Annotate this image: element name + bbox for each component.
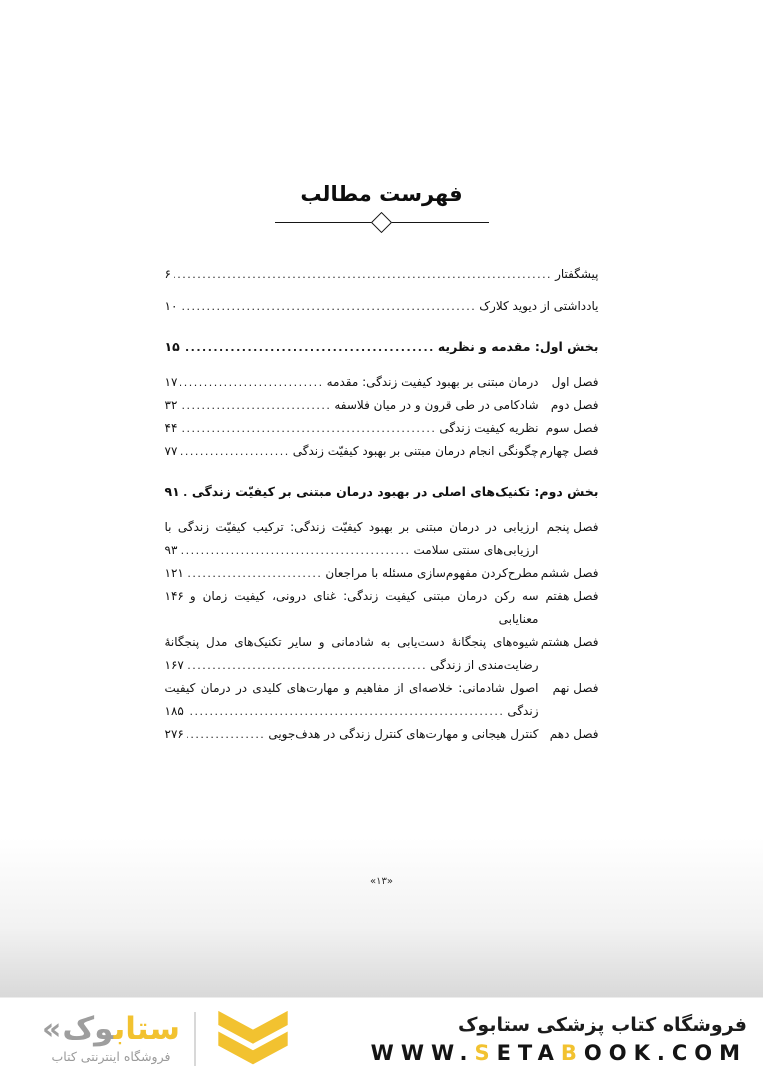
chapter-entry (165, 440, 539, 463)
chapter-label: فصل سوم (545, 421, 599, 435)
diamond-ornament (371, 212, 392, 233)
dot-leader (187, 700, 505, 723)
entry-title: شادکامی در طی قرون و در میان فلاسفه (334, 398, 539, 412)
dot-leader (187, 654, 427, 677)
page-title: فهرست مطالب (300, 182, 463, 206)
entry-title-line2-row (165, 539, 539, 562)
logo-text-yellow: ستاب (113, 1011, 180, 1047)
entry-title-line1: ارزیابی در درمان مبتنی بر بهبود کیفیّت زندگی: ترکیب کیفیّت زندگی با (164, 520, 539, 534)
dot-leader (180, 440, 289, 463)
logo-guillemet-mark: « (42, 1012, 62, 1047)
toc-section-1 (165, 335, 599, 359)
url-part: OOK.COM (583, 1040, 747, 1065)
toc-list (165, 263, 599, 746)
entry-page: ۱۷ (164, 375, 178, 389)
entry-page: ۱۲۱ (164, 566, 184, 580)
chapter-label: فصل پنجم (546, 520, 599, 534)
chapter-entry (165, 723, 539, 746)
entry-title: سه رکن درمان مبتنی کیفیت زندگی: غنای درونی، کیفیت زمان و معنایابی (189, 589, 539, 626)
entry-title: پیشگفتار (555, 267, 599, 281)
entry-title: کنترل هیجانی و مهارت‌های کنترل زندگی در هدف‌جویی (268, 727, 539, 741)
logo-wordmark-block (42, 1011, 180, 1064)
entry-page: ۱۴۶ (164, 589, 184, 603)
toc-entry-ch5 (165, 516, 599, 562)
dot-leader (180, 295, 476, 318)
entry-page: ۹۳ (164, 543, 178, 557)
footer-site-block (371, 1014, 747, 1065)
chapter-entry (165, 631, 539, 677)
chapter-label: فصل نهم (552, 681, 599, 695)
chapter-entry (165, 677, 539, 723)
chapter-entry (165, 371, 539, 394)
dot-leader (180, 371, 323, 394)
chapter-entry (165, 516, 539, 562)
section-page: ۱۵ (164, 339, 180, 354)
entry-page: ۷۷ (164, 444, 178, 458)
logo-wordmark-text (62, 1011, 180, 1047)
entry-title: چگونگی انجام درمان مبتنی بر بهبود کیفیّت زندگی (292, 444, 539, 458)
dot-leader (187, 562, 322, 585)
url-part-accent-b: B (560, 1040, 584, 1065)
website-url (371, 1041, 747, 1065)
chapter-label: فصل دوم (550, 398, 599, 412)
section-title: بخش اول: مقدمه و نظریه (437, 339, 599, 354)
dot-leader (180, 394, 331, 417)
toc-entry-ch1 (165, 371, 599, 394)
chapter-label: فصل ششم (540, 566, 599, 580)
entry-title-line2: رضایت‌مندی از زندگی (430, 658, 539, 672)
entry-page: ۴۴ (164, 421, 178, 435)
url-part-accent-s: S (474, 1040, 497, 1065)
title-ornament (275, 215, 489, 230)
entry-title: مطرح‌کردن مفهوم‌سازی مسئله با مراجعان (325, 566, 539, 580)
dot-leader (183, 480, 189, 504)
store-title: فروشگاه کتاب پزشکی ستابوک (457, 1013, 747, 1036)
logo-tagline: فروشگاه اینترنتی کتاب (51, 1049, 171, 1064)
chapter-label: فصل هشتم (540, 635, 599, 649)
ornament-line-right (391, 222, 489, 224)
logo-wordmark (42, 1011, 180, 1047)
dot-leader (174, 263, 552, 286)
entry-title-line2-row (165, 654, 539, 677)
section-title: بخش دوم: تکنیک‌های اصلی در بهبود درمان مبتنی بر کیفیّت زندگی (191, 484, 599, 499)
toc-content (165, 0, 599, 746)
chapter-entry (165, 562, 539, 585)
entry-page: ۶ (164, 267, 171, 281)
toc-entry-ch8 (165, 631, 599, 677)
logo-divider (194, 1012, 196, 1066)
toc-entry-ch9 (165, 677, 599, 723)
ornament-line-left (275, 222, 373, 224)
toc-entry-clark-note (165, 295, 599, 318)
toc-entry-preface (165, 263, 599, 286)
entry-title: نظریه کیفیت زندگی (439, 421, 539, 435)
folio-page-number: «۱۳» (370, 876, 393, 887)
chapter-label: فصل دهم (549, 727, 599, 741)
chapter-entry (165, 394, 539, 417)
entry-page: ۱۰ (164, 299, 178, 313)
dot-leader (180, 417, 436, 440)
dot-leader (187, 723, 265, 746)
url-part: ETA (496, 1040, 561, 1065)
logo-text-gray: وک (62, 1011, 114, 1047)
chapter-entry (165, 585, 539, 631)
chapter-entry (165, 417, 539, 440)
setabook-footer (0, 997, 763, 1080)
section-page: ۹۱ (164, 484, 180, 499)
toc-entry-ch3 (165, 417, 599, 440)
toc-entry-ch4 (165, 440, 599, 463)
entry-page: ۱۶۷ (164, 658, 184, 672)
entry-title: یادداشتی از دیوید کلارک (479, 299, 599, 313)
entry-page: ۲۷۶ (164, 727, 184, 741)
toc-entry-ch7 (165, 585, 599, 631)
entry-title-line1: اصول شادمانی: خلاصه‌ای از مفاهیم و مهارت‌های کلیدی در درمان کیفیت (164, 681, 539, 695)
chapter-label: فصل اول (551, 375, 599, 389)
entry-title-line2: ارزیابی‌های سنتی سلامت (413, 543, 539, 557)
dot-leader (180, 539, 410, 562)
toc-section-2 (165, 480, 599, 504)
entry-title-line2-row (165, 700, 539, 723)
entry-title-line2: زندگی (507, 704, 539, 718)
toc-entry-ch2 (165, 394, 599, 417)
entry-page: ۳۲ (164, 398, 178, 412)
chapter-label: فصل چهارم (539, 444, 599, 458)
setabook-chevron-icon (210, 1009, 296, 1069)
setabook-logo (42, 1009, 296, 1069)
entry-page: ۱۸۵ (164, 704, 184, 718)
toc-entry-ch6 (165, 562, 599, 585)
dot-leader (183, 335, 435, 359)
entry-title-line1: شیوه‌های پنجگانهٔ دست‌یابی به شادمانی و سایر تکنیک‌های مدل پنجگانهٔ (164, 635, 539, 649)
chapter-label: فصل هفتم (545, 589, 599, 603)
toc-entry-ch10 (165, 723, 599, 746)
entry-title: درمان مبتنی بر بهبود کیفیت زندگی: مقدمه (326, 375, 539, 389)
url-part: WWW. (370, 1040, 475, 1065)
